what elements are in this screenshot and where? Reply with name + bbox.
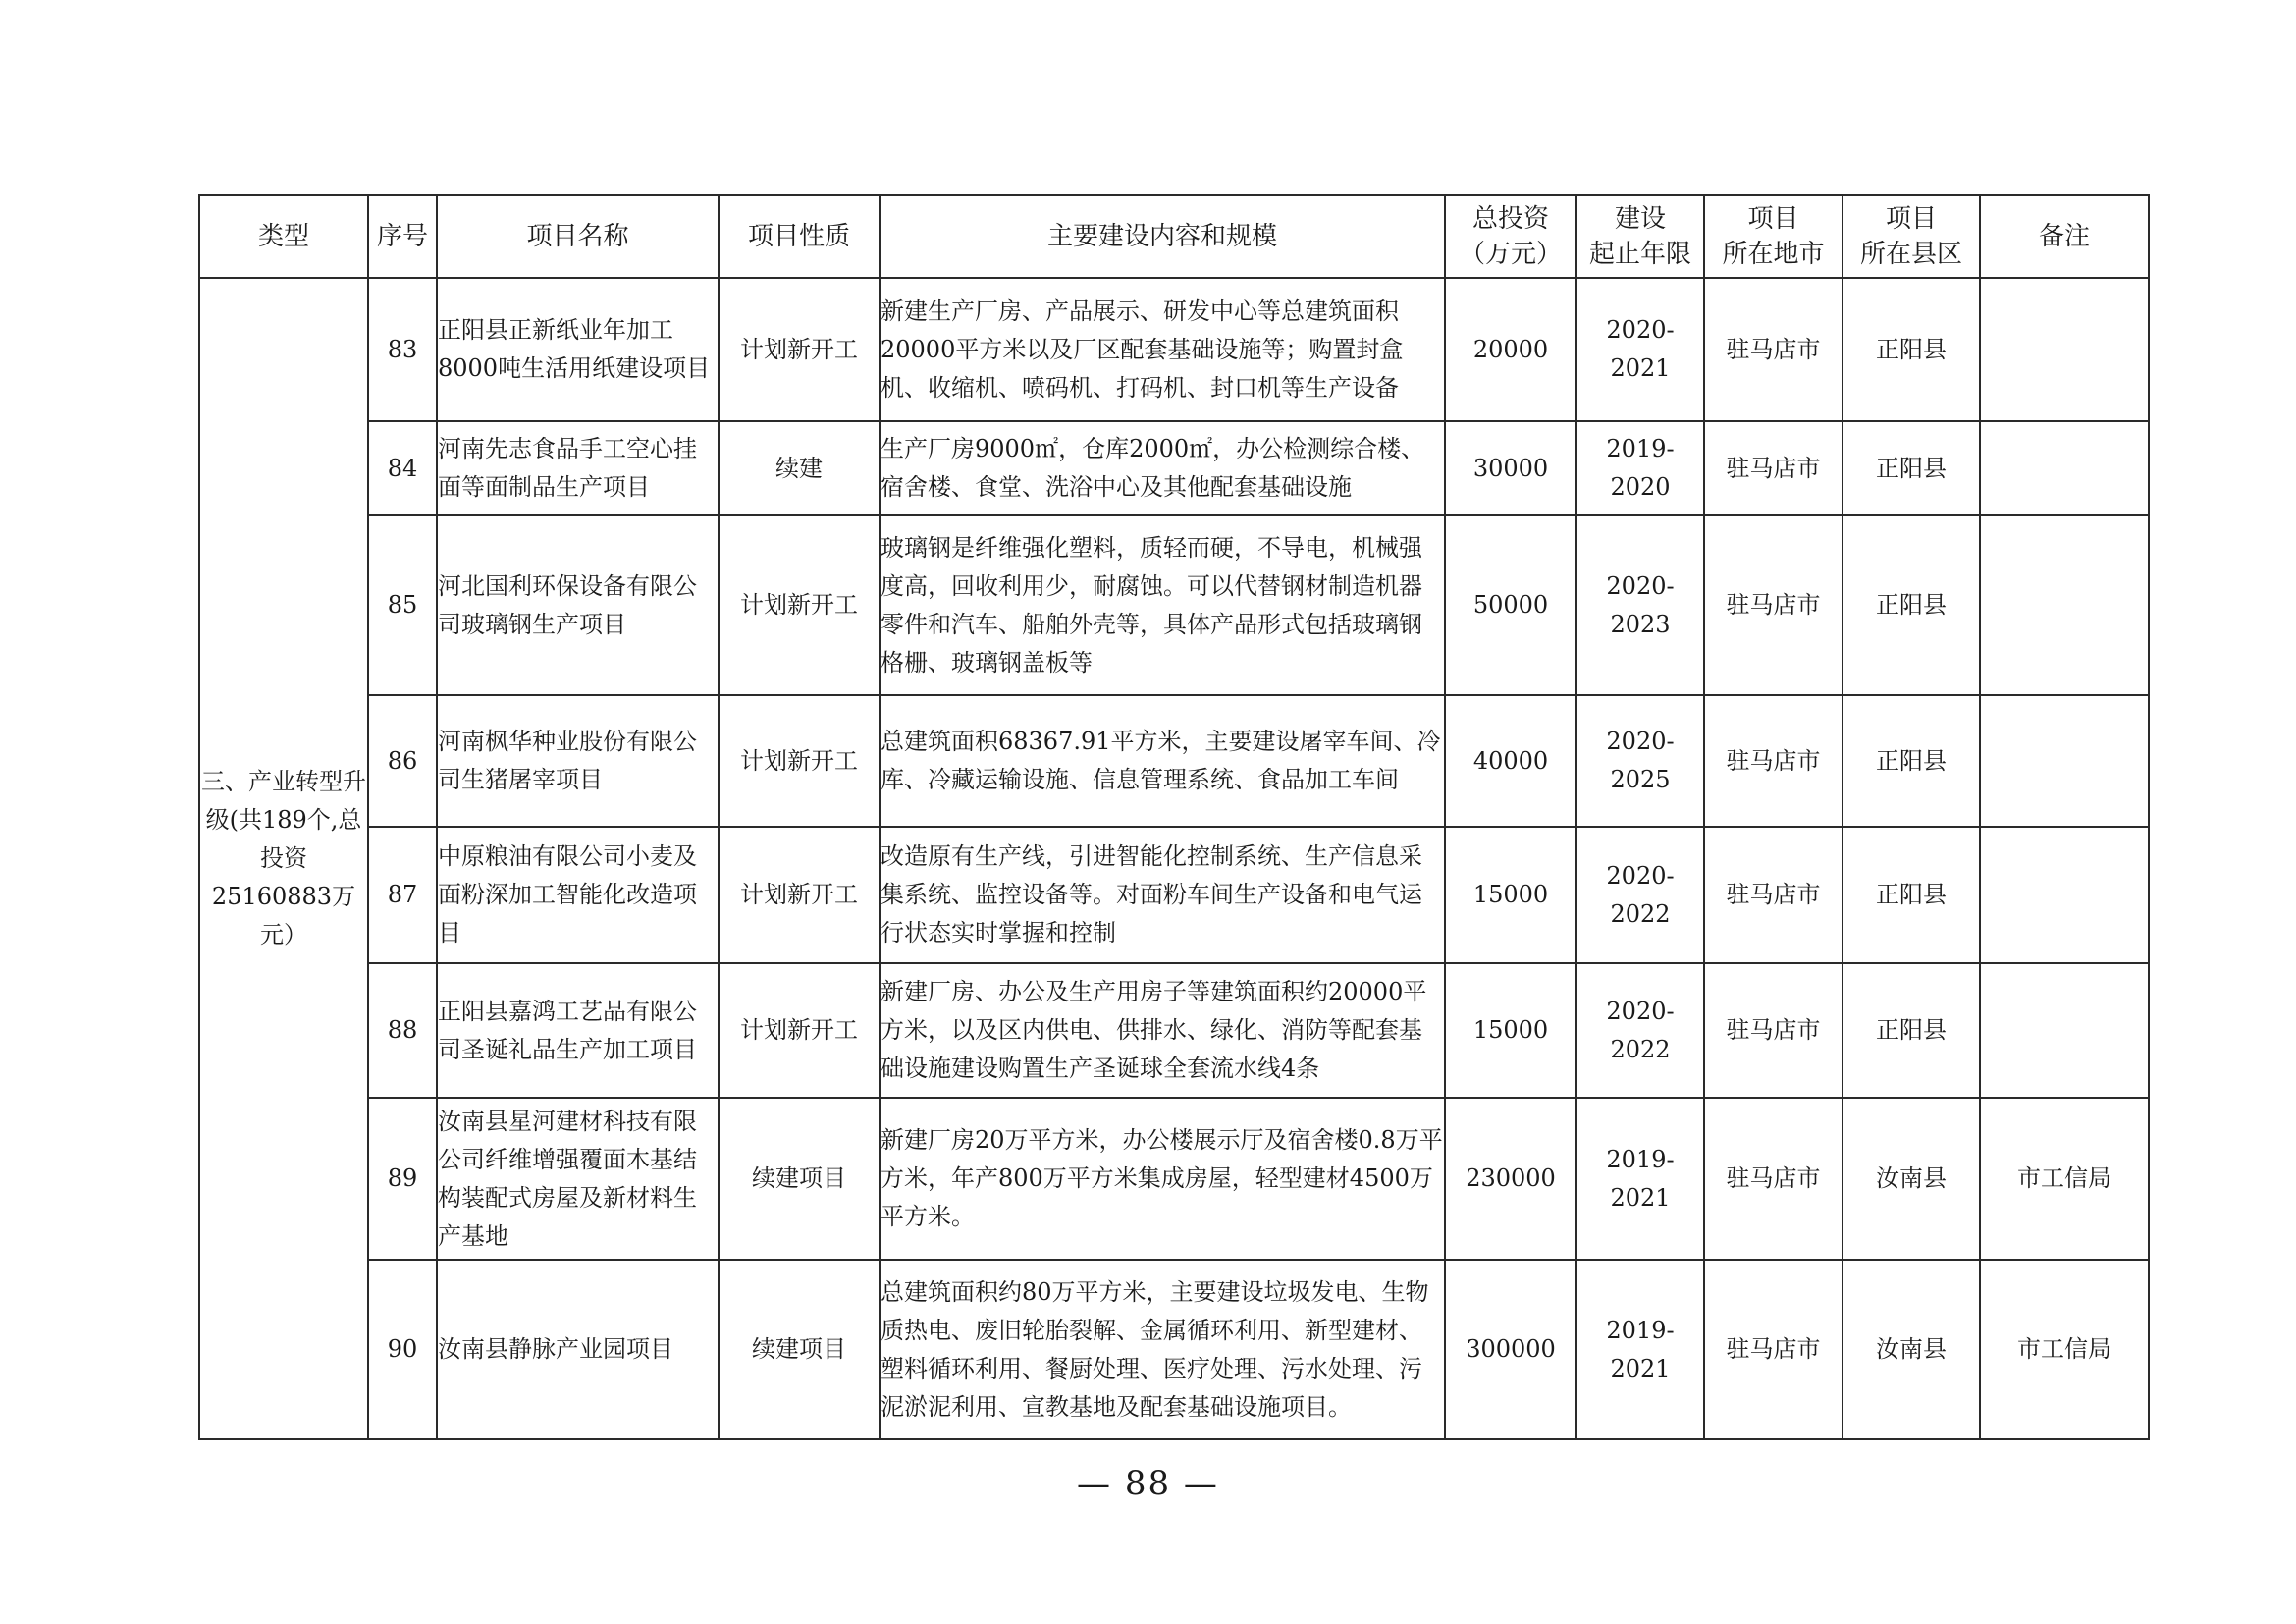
header-nature: 项目性质 bbox=[719, 195, 880, 278]
row-content: 新建厂房、办公及生产用房子等建筑面积约20000平方米，以及区内供电、供排水、绿化、消防等配套基础设施建设购置生产圣诞球全套流水线4条 bbox=[880, 963, 1445, 1098]
row-remark bbox=[1980, 278, 2149, 421]
table-row bbox=[199, 963, 2149, 1098]
table-row bbox=[199, 695, 2149, 827]
row-content: 新建生产厂房、产品展示、研发中心等总建筑面积20000平方米以及厂区配套基础设施等；购置封盒机、收缩机、喷码机、打码机、封口机等生产设备 bbox=[880, 278, 1445, 421]
table-row bbox=[199, 421, 2149, 515]
row-seq: 86 bbox=[368, 695, 437, 827]
row-county: 正阳县 bbox=[1842, 515, 1980, 695]
category-cell: 三、产业转型升级(共189个,总投资25160883万元） bbox=[199, 278, 368, 1439]
header-seq: 序号 bbox=[368, 195, 437, 278]
row-investment: 15000 bbox=[1445, 827, 1576, 963]
projects-table bbox=[198, 194, 2150, 1440]
row-remark bbox=[1980, 695, 2149, 827]
row-content: 总建筑面积68367.91平方米，主要建设屠宰车间、冷库、冷藏运输设施、信息管理系统、食品加工车间 bbox=[880, 695, 1445, 827]
header-county-line2: 所在县区 bbox=[1859, 240, 1962, 269]
row-content: 生产厂房9000㎡，仓库2000㎡，办公检测综合楼、宿舍楼、食堂、洗浴中心及其他配套基础设施 bbox=[880, 421, 1445, 515]
row-remark: 市工信局 bbox=[1980, 1098, 2149, 1260]
row-content: 玻璃钢是纤维强化塑料，质轻而硬，不导电，机械强度高，回收利用少，耐腐蚀。可以代替钢材制造机器零件和汽车、船舶外壳等，具体产品形式包括玻璃钢格栅、玻璃钢盖板等 bbox=[880, 515, 1445, 695]
row-content: 新建厂房20万平方米，办公楼展示厅及宿舍楼0.8万平方米，年产800万平方米集成房屋，轻型建材4500万平方米。 bbox=[880, 1098, 1445, 1260]
row-seq: 88 bbox=[368, 963, 437, 1098]
header-period-line2: 起止年限 bbox=[1588, 240, 1691, 269]
row-period: 2020-2022 bbox=[1576, 963, 1704, 1098]
row-project-name: 中原粮油有限公司小麦及面粉深加工智能化改造项目 bbox=[437, 827, 719, 963]
row-seq: 84 bbox=[368, 421, 437, 515]
header-city bbox=[1704, 195, 1842, 278]
row-project-name: 河南枫华种业股份有限公司生猪屠宰项目 bbox=[437, 695, 719, 827]
row-nature: 计划新开工 bbox=[719, 278, 880, 421]
row-county: 正阳县 bbox=[1842, 695, 1980, 827]
row-investment: 50000 bbox=[1445, 515, 1576, 695]
table-row bbox=[199, 1260, 2149, 1439]
row-investment: 300000 bbox=[1445, 1260, 1576, 1439]
row-nature: 计划新开工 bbox=[719, 515, 880, 695]
row-county: 汝南县 bbox=[1842, 1260, 1980, 1439]
row-seq: 85 bbox=[368, 515, 437, 695]
row-content: 总建筑面积约80万平方米，主要建设垃圾发电、生物质热电、废旧轮胎裂解、金属循环利用、新型建材、塑料循环利用、餐厨处理、医疗处理、污水处理、污泥淤泥利用、宣教基地及配套基础设施项目。 bbox=[880, 1260, 1445, 1439]
row-period: 2019-2021 bbox=[1576, 1260, 1704, 1439]
row-remark bbox=[1980, 963, 2149, 1098]
row-city: 驻马店市 bbox=[1704, 515, 1842, 695]
row-nature: 续建项目 bbox=[719, 1260, 880, 1439]
row-city: 驻马店市 bbox=[1704, 421, 1842, 515]
row-nature: 计划新开工 bbox=[719, 963, 880, 1098]
row-project-name: 汝南县静脉产业园项目 bbox=[437, 1260, 719, 1439]
header-period bbox=[1576, 195, 1704, 278]
header-type: 类型 bbox=[199, 195, 368, 278]
header-investment-line2: （万元） bbox=[1459, 240, 1562, 269]
table-row bbox=[199, 1098, 2149, 1260]
row-investment: 15000 bbox=[1445, 963, 1576, 1098]
row-county: 汝南县 bbox=[1842, 1098, 1980, 1260]
table-row bbox=[199, 515, 2149, 695]
row-county: 正阳县 bbox=[1842, 421, 1980, 515]
table-row bbox=[199, 278, 2149, 421]
row-remark bbox=[1980, 421, 2149, 515]
header-investment bbox=[1445, 195, 1576, 278]
row-period: 2020-2023 bbox=[1576, 515, 1704, 695]
row-content: 改造原有生产线，引进智能化控制系统、生产信息采集系统、监控设备等。对面粉车间生产设备和电气运行状态实时掌握和控制 bbox=[880, 827, 1445, 963]
header-county bbox=[1842, 195, 1980, 278]
header-remark: 备注 bbox=[1980, 195, 2149, 278]
header-period-line1: 建设 bbox=[1614, 204, 1666, 234]
header-content: 主要建设内容和规模 bbox=[880, 195, 1445, 278]
header-county-line1: 项目 bbox=[1885, 204, 1937, 234]
row-period: 2020-2025 bbox=[1576, 695, 1704, 827]
row-city: 驻马店市 bbox=[1704, 1260, 1842, 1439]
row-county: 正阳县 bbox=[1842, 963, 1980, 1098]
row-period: 2019-2020 bbox=[1576, 421, 1704, 515]
row-project-name: 河南先志食品手工空心挂面等面制品生产项目 bbox=[437, 421, 719, 515]
header-name: 项目名称 bbox=[437, 195, 719, 278]
row-investment: 20000 bbox=[1445, 278, 1576, 421]
row-seq: 90 bbox=[368, 1260, 437, 1439]
row-remark bbox=[1980, 515, 2149, 695]
row-nature: 续建项目 bbox=[719, 1098, 880, 1260]
row-period: 2020-2022 bbox=[1576, 827, 1704, 963]
page-number: — 88 — bbox=[1077, 1464, 1219, 1503]
row-seq: 89 bbox=[368, 1098, 437, 1260]
row-county: 正阳县 bbox=[1842, 827, 1980, 963]
row-project-name: 汝南县星河建材科技有限公司纤维增强覆面木基结构装配式房屋及新材料生产基地 bbox=[437, 1098, 719, 1260]
table-row bbox=[199, 827, 2149, 963]
row-remark: 市工信局 bbox=[1980, 1260, 2149, 1439]
row-nature: 计划新开工 bbox=[719, 827, 880, 963]
row-remark bbox=[1980, 827, 2149, 963]
row-project-name: 正阳县正新纸业年加工8000吨生活用纸建设项目 bbox=[437, 278, 719, 421]
row-project-name: 河北国利环保设备有限公司玻璃钢生产项目 bbox=[437, 515, 719, 695]
row-city: 驻马店市 bbox=[1704, 695, 1842, 827]
row-seq: 87 bbox=[368, 827, 437, 963]
row-city: 驻马店市 bbox=[1704, 963, 1842, 1098]
row-period: 2020-2021 bbox=[1576, 278, 1704, 421]
row-nature: 计划新开工 bbox=[719, 695, 880, 827]
row-city: 驻马店市 bbox=[1704, 1098, 1842, 1260]
row-investment: 30000 bbox=[1445, 421, 1576, 515]
row-nature: 续建 bbox=[719, 421, 880, 515]
row-investment: 230000 bbox=[1445, 1098, 1576, 1260]
header-investment-line1: 总投资 bbox=[1471, 204, 1549, 234]
row-investment: 40000 bbox=[1445, 695, 1576, 827]
row-city: 驻马店市 bbox=[1704, 278, 1842, 421]
row-city: 驻马店市 bbox=[1704, 827, 1842, 963]
row-project-name: 正阳县嘉鸿工艺品有限公司圣诞礼品生产加工项目 bbox=[437, 963, 719, 1098]
table-header-row bbox=[199, 195, 2149, 278]
row-seq: 83 bbox=[368, 278, 437, 421]
row-period: 2019-2021 bbox=[1576, 1098, 1704, 1260]
row-county: 正阳县 bbox=[1842, 278, 1980, 421]
header-city-line2: 所在地市 bbox=[1722, 240, 1825, 269]
header-city-line1: 项目 bbox=[1747, 204, 1799, 234]
